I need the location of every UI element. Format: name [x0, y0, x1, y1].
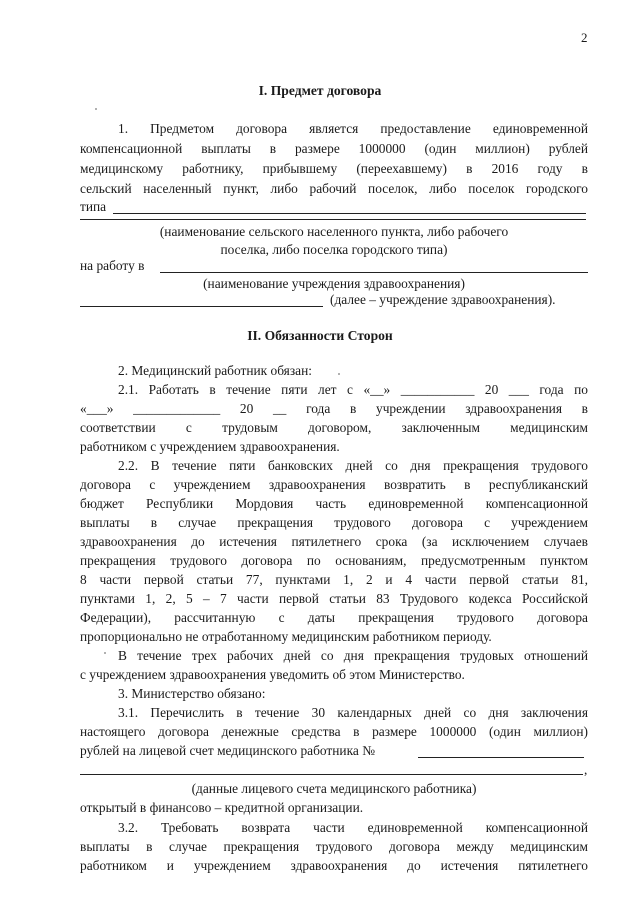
item-2-1-line: соответствии с трудовым договором, заключенным медицинским: [80, 420, 588, 435]
paragraph-1-line: компенсационной выплаты в размере 1000000 (один миллион) рублей: [80, 141, 588, 156]
item-2-2-line: пунктами 1, 2, 5 – 7 части первой статьи 83 Трудового кодекса Российской: [80, 591, 588, 606]
scan-speck: [95, 108, 97, 110]
item-2-2-line: пропорционально не отработанному медицинским работником периоду.: [80, 629, 492, 644]
item-3-1-line: рублей на лицевой счет медицинского работника №: [80, 743, 375, 758]
paragraph-1-line: сельский населенный пункт, либо рабочий поселок, либо поселок городского: [80, 181, 588, 196]
item-3-2-line: 3.2. Требовать возврата части единовременной компенсационной: [118, 820, 588, 835]
settlement-caption: (наименование сельского населенного пункта, либо рабочего: [159, 224, 509, 239]
institution-note: (далее – учреждение здравоохранения).: [330, 292, 556, 307]
paragraph-1-line: медицинскому работнику, прибывшему (переехавшему) в 2016 году в: [80, 161, 588, 176]
item-2-2-line: 8 части первой статьи 77, пунктами 1, 2 и 4 части первой статьи 81,: [80, 572, 588, 587]
institution-caption: (наименование учреждения здравоохранения): [203, 276, 465, 291]
section-1-title: I. Предмет договора: [258, 83, 382, 98]
settlement-blank-1: [113, 213, 586, 214]
institution-blank: [160, 272, 588, 273]
item-2-1-line: работником с учреждением здравоохранения.: [80, 439, 340, 454]
scan-speck: [338, 373, 340, 375]
item-2-2b-line: с учреждением здравоохранения уведомить об этом Министерство.: [80, 667, 465, 682]
item-2: 2. Медицинский работник обязан:: [118, 363, 312, 378]
item-3-2-line: работником и учреждением здравоохранения до истечения пятилетнего: [80, 858, 588, 873]
account-bank: открытый в финансово – кредитной организации.: [80, 800, 364, 815]
type-label: типа: [80, 199, 107, 214]
institution-name-blank: [80, 306, 323, 307]
item-2-2-line: договора с учреждением здравоохранения возвратить в республиканский: [80, 477, 588, 492]
page-number: 2: [581, 30, 588, 45]
item-3-2-line: выплаты в случае прекращения трудового договора между медицинским: [80, 839, 588, 854]
item-2-2b-line: В течение трех рабочих дней со дня прекращения трудовых отношений: [118, 648, 588, 663]
work-label: на работу в: [80, 258, 145, 273]
item-2-2-line: Федерации), рассчитанную с даты прекращения трудового договора: [80, 610, 588, 625]
account-number-blank: [418, 757, 584, 758]
item-3-1-line: настоящего договора денежные средства в размере 1000000 (один миллион): [80, 724, 588, 739]
settlement-caption: поселка, либо поселка городского типа): [220, 242, 448, 257]
item-2-2-line: бюджет Республики Мордовия часть единовременной компенсационной: [80, 496, 588, 511]
item-3: 3. Министерство обязано:: [118, 686, 266, 701]
scan-speck: [104, 652, 106, 654]
item-2-2-line: прекращения трудового договора по основаниям, предусмотренным пунктом: [80, 553, 588, 568]
account-details-blank: [80, 774, 583, 775]
account-caption: (данные лицевого счета медицинского работника): [191, 781, 477, 796]
item-3-1-line: 3.1. Перечислить в течение 30 календарных дней со дня заключения: [118, 705, 588, 720]
item-2-2-line: выплаты в случае прекращения трудового договора с учреждением: [80, 515, 588, 530]
item-2-1-line: 2.1. Работать в течение пяти лет с «__» ___________ 20 ___ года по: [118, 382, 588, 397]
item-2-2-line: 2.2. В течение пяти банковских дней со дня прекращения трудового: [118, 458, 588, 473]
item-2-1-line: «___» _____________ 20 __ года в учреждении здравоохранения в: [80, 401, 588, 416]
comma: ,: [584, 762, 588, 777]
settlement-blank-2: [80, 219, 586, 220]
item-2-2-line: здравоохранения до истечения пятилетнего срока (за исключением случаев: [80, 534, 588, 549]
paragraph-1-line: 1. Предметом договора является предоставление единовременной: [118, 121, 588, 136]
section-2-title: II. Обязанности Сторон: [247, 328, 393, 343]
